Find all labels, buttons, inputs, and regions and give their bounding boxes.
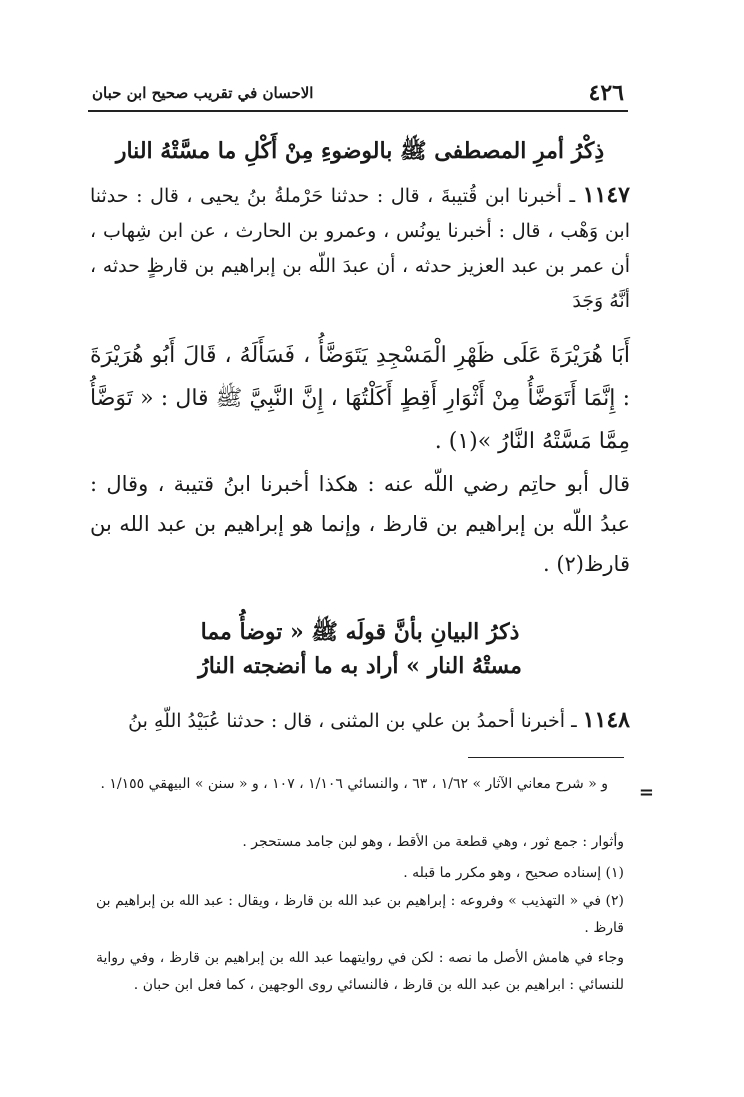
footnote-1: (١) إسناده صحيح ، وهو مكرر ما قبله . xyxy=(403,865,624,881)
abu-hatim-comment: قال أبو حاتِم رضي اللّه عنه : هكذا أخبرنا ابنُ قتيبة ، وقال : عبدُ اللّه بن إبراهيم بن قارظ ، وإنما هو إبراهيم بن عبد الله بن قارظ(٢) . xyxy=(90,472,630,576)
hadith-1147-isnad xyxy=(90,178,630,319)
chapter-heading-1: ذِكْرُ أمرِ المصطفى ﷺ بالوضوءِ مِنْ أَكْلِ ما مسَّتْهُ النار xyxy=(115,138,605,164)
footnote-continued: و « شرح معاني الآثار » ١/٦٢ ، ٦٣ ، والنسائي ١/١٠٦ ، ١٠٧ ، و « سنن » البيهقي ١/١٥٥ . xyxy=(100,776,608,792)
footnote-athwar: وأثوار : جمع ثور ، وهي قطعة من الأقط ، وهو لبن جامد مستحجر . xyxy=(242,834,624,850)
hadith-number-1148: ١١٤٨ xyxy=(582,707,630,733)
footnote-separator xyxy=(468,757,624,758)
chapter-heading-2-line2: مستْهُ النار » أراد به ما أنضجته النارُ xyxy=(198,653,522,679)
page-number: ٤٢٦ xyxy=(588,80,624,106)
footnote-2: (٢) في « التهذيب » وفروعه : إبراهيم بن عبد الله بن قارظ ، ويقال : عبد الله بن إبراهيم بن قارظ . xyxy=(96,893,624,936)
footnote-hamish: وجاء في هامش الأصل ما نصه : لكن في روايتهما عبد الله بن إبراهيم بن قارظ ، وفي رواية للنسائي : ابراهيم بن عبد الله بن قارظ ، فالنسائي روى الوجهين ، كما فعل ابن حبان . xyxy=(96,950,624,993)
hadith-1147-chain: ـ أخبرنا ابن قُتيبةَ ، قال : حدثنا حَرْملةُ بنُ يحيى ، قال : حدثنا ابن وَهْب ، قال : أخبرنا يونُس ، وعمرو بن الحارث ، عن ابن شِهاب ، أن عمر بن عبد العزيز حدثه ، أن عبدَ اللّه بن إبراهيم بن قارظٍ حدثه ، أنَّهُ وَجَدَ xyxy=(90,185,630,312)
hadith-1148-chain: ـ أخبرنا أحمدُ بن علي بن المثنى ، قال : حدثنا عُبَيْدُ اللّهِ بنُ xyxy=(128,710,577,732)
chapter-heading-2-line1: ذكرُ البيانِ بأنَّ قولَه ﷺ « توضأُ مما xyxy=(200,619,520,645)
footnote-continuation-mark: = xyxy=(638,782,654,803)
running-title: الاحسان في تقريب صحيح ابن حبان xyxy=(92,84,314,102)
hadith-1148-isnad xyxy=(90,703,630,739)
hadith-1147-matn: أَبَا هُرَيْرَةَ عَلَى ظَهْرِ الْمَسْجِدِ يَتَوَضَّأُ ، فَسَأَلَهُ ، قَالَ أَبُو هُرَيْرَةَ : إِنَّمَا أَتَوَضَّأُ مِنْ أَثْوَارِ أَقِطٍ أَكَلْتُهَا ، إِنَّ النَّبِيَّ ﷺ قال : « تَوَضَّأُ مِمَّا مَسَّتْهُ النَّارُ »(١) . xyxy=(90,343,630,454)
page-header xyxy=(88,78,628,112)
hadith-number-1147: ١١٤٧ xyxy=(582,182,630,208)
